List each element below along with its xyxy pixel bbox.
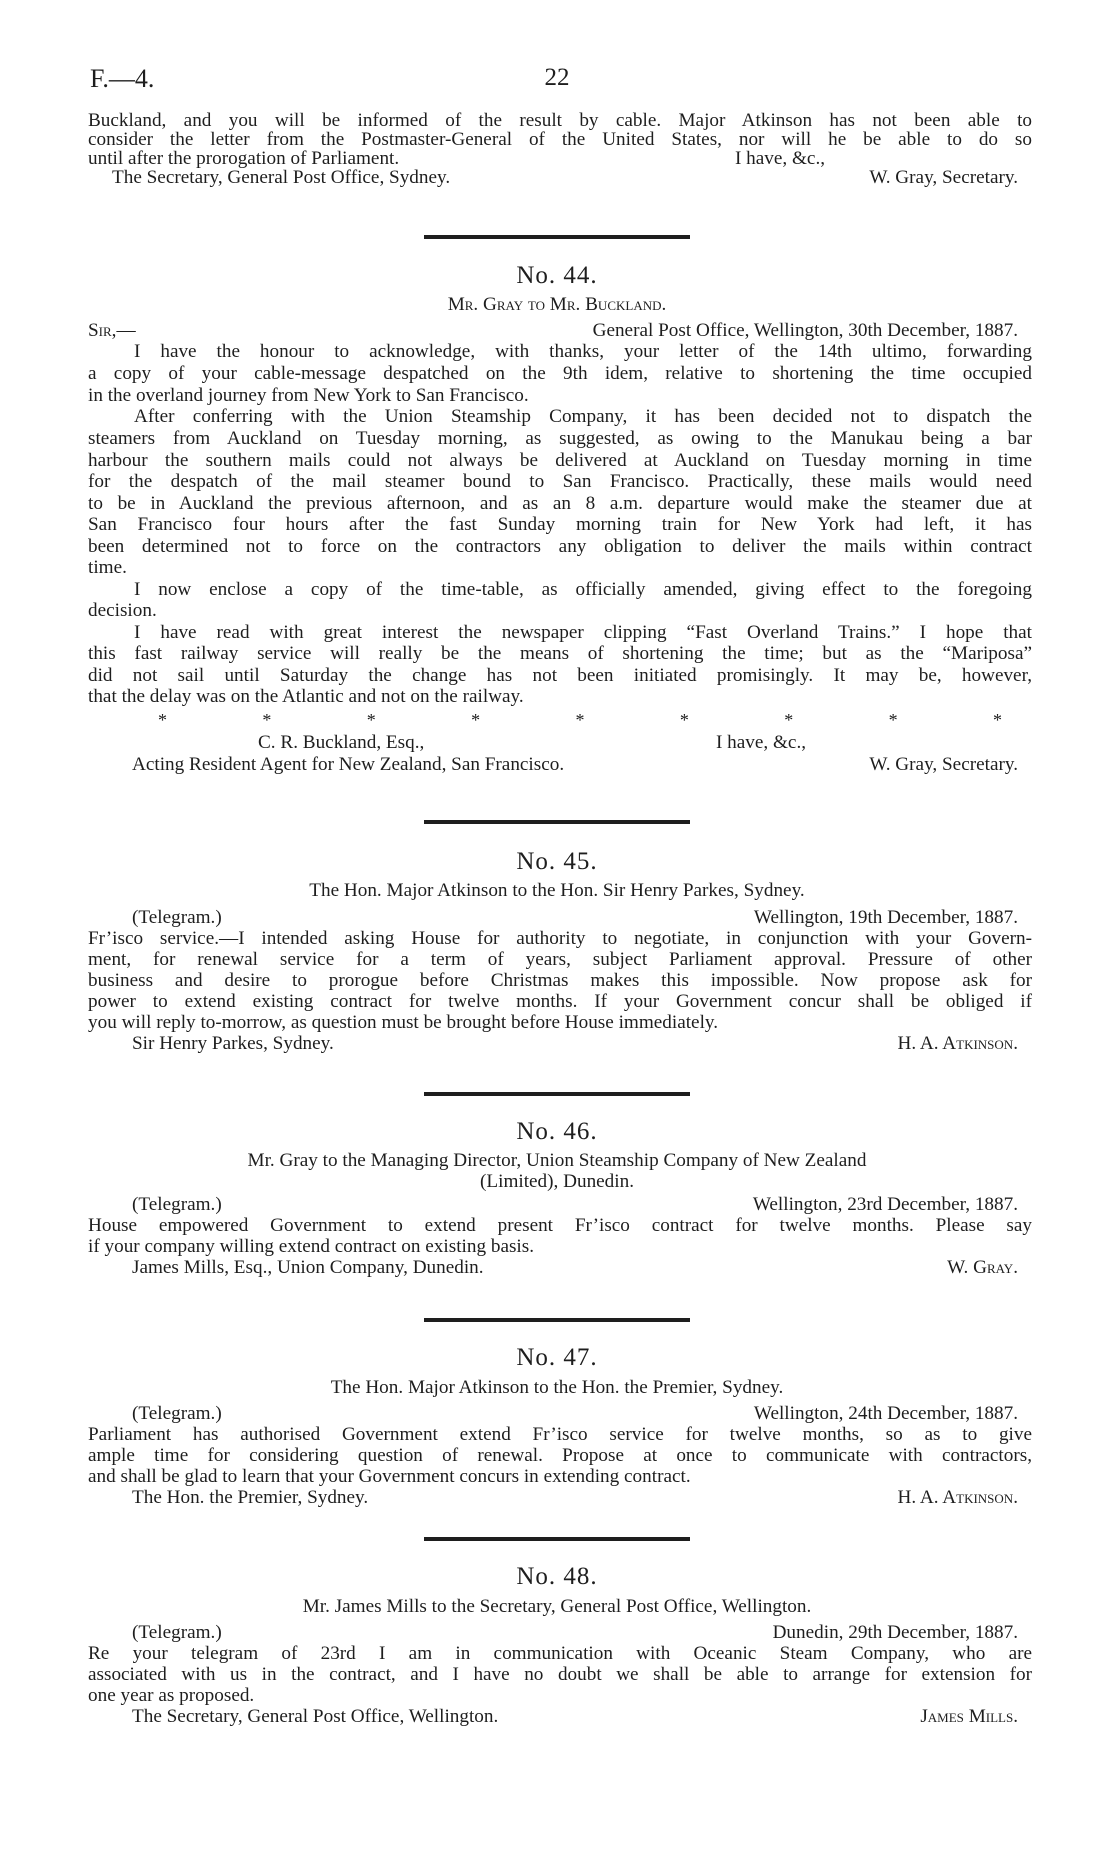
body-line: Parliament has authorised Government extend Fr’isco service for twelve months, so as to give: [88, 1424, 1032, 1445]
body-line: I now enclose a copy of the time-table, as officially amended, giving effect to the foregoing: [134, 579, 1032, 600]
letter-subtitle: Mr. Gray to the Managing Director, Union Steamship Company of New Zealand: [247, 1150, 867, 1171]
body-line: After conferring with the Union Steamship Company, it has been decided not to dispatch the: [134, 406, 1032, 427]
addressee: C. R. Buckland, Esq.,: [258, 732, 425, 753]
signature: H. A. Atkinson.: [897, 1033, 1018, 1054]
star: *: [993, 710, 1002, 730]
body-line: time.: [88, 557, 127, 578]
telegram-label: (Telegram.): [132, 1194, 222, 1215]
body-line: been determined not to force on the contractors any obligation to deliver the mails within contract: [88, 536, 1032, 557]
body-line: House empowered Government to extend present Fr’isco contract for twelve months. Please say: [88, 1215, 1032, 1236]
body-line: for the despatch of the mail steamer bound to San Francisco. Practically, these mails would need: [88, 471, 1032, 492]
star: *: [679, 710, 689, 730]
place-date: Wellington, 24th December, 1887.: [753, 1403, 1018, 1424]
body-line: ment, for renewal service for a term of years, subject Parliament approval. Pressure of other: [88, 949, 1032, 970]
signature: James Mills.: [920, 1706, 1018, 1727]
closing: I have, &c.,: [735, 148, 826, 169]
body-line: and shall be glad to learn that your Government concurs in extending contract.: [88, 1466, 691, 1487]
letter-number: No. 45.: [516, 848, 598, 875]
body-line: Fr’isco service.—I intended asking House for authority to negotiate, in conjunction with your Govern-: [88, 928, 1032, 949]
body-line: Re your telegram of 23rd I am in communication with Oceanic Steam Company, who are: [88, 1643, 1032, 1664]
letter-subtitle: (Limited), Dunedin.: [480, 1171, 634, 1192]
addressee: The Hon. the Premier, Sydney.: [132, 1487, 369, 1508]
signature: W. Gray.: [947, 1257, 1018, 1278]
star: *: [366, 710, 376, 730]
letter-subtitle: Mr. James Mills to the Secretary, General Post Office, Wellington.: [302, 1596, 812, 1617]
salutation: Sir,—: [88, 320, 136, 341]
body-line: associated with us in the contract, and I have no doubt we shall be able to arrange for extension for: [88, 1664, 1032, 1685]
body-line: until after the prorogation of Parliament.: [88, 148, 400, 169]
signature: W. Gray, Secretary.: [869, 754, 1018, 775]
body-line: if your company willing extend contract on existing basis.: [88, 1236, 535, 1257]
place-date: Wellington, 19th December, 1887.: [753, 907, 1018, 928]
letter-number: No. 46.: [516, 1118, 598, 1145]
signature: W. Gray, Secretary.: [869, 167, 1018, 188]
telegram-label: (Telegram.): [132, 907, 222, 928]
body-line: San Francisco four hours after the fast Sunday morning train for New York had left, it has: [88, 514, 1032, 535]
letter-subtitle: Mr. Gray to Mr. Buckland.: [447, 294, 667, 315]
omission-stars: [88, 710, 1032, 731]
addressee: Sir Henry Parkes, Sydney.: [132, 1033, 334, 1054]
body-line: ample time for considering question of renewal. Propose at once to communicate with contractors,: [88, 1445, 1032, 1466]
body-line: in the overland journey from New York to San Francisco.: [88, 385, 529, 406]
body-line: did not sail until Saturday the change has not been initiated promisingly. It may be, however,: [88, 665, 1032, 686]
body-line: to be in Auckland the previous afternoon, and as an 8 a.m. departure would make the steamer due at: [88, 493, 1032, 514]
letter-subtitle: The Hon. Major Atkinson to the Hon. the Premier, Sydney.: [330, 1377, 784, 1398]
section-divider: [424, 235, 690, 239]
body-line: this fast railway service will really be the means of shortening the time; but as the “Mariposa”: [88, 643, 1032, 664]
body-line: a copy of your cable-message despatched on the 9th idem, relative to shortening the time occupied: [88, 363, 1032, 384]
star: *: [575, 710, 585, 730]
body-line: harbour the southern mails could not always be delivered at Auckland on Tuesday morning in time: [88, 450, 1032, 471]
body-line: steamers from Auckland on Tuesday morning, as suggested, as owing to the Manukau being a bar: [88, 428, 1032, 449]
body-line: business and desire to prorogue before Christmas makes this impossible. Now propose ask for: [88, 970, 1032, 991]
place-date: Wellington, 23rd December, 1887.: [752, 1194, 1018, 1215]
section-divider: [424, 1092, 690, 1096]
document-reference: F.—4.: [90, 64, 155, 93]
addressee: Acting Resident Agent for New Zealand, San Francisco.: [132, 754, 565, 775]
body-line: decision.: [88, 600, 157, 621]
star: *: [784, 710, 794, 730]
section-divider: [424, 820, 690, 824]
place-date: General Post Office, Wellington, 30th December, 1887.: [592, 320, 1018, 341]
letter-number: No. 47.: [516, 1344, 598, 1371]
telegram-label: (Telegram.): [132, 1403, 222, 1424]
body-line: consider the letter from the Postmaster-General of the United States, nor will he be able to do so: [88, 129, 1032, 150]
signature: H. A. Atkinson.: [897, 1487, 1018, 1508]
body-line: one year as proposed.: [88, 1685, 255, 1706]
letter-number: No. 44.: [516, 262, 598, 289]
star: *: [888, 710, 898, 730]
body-line: you will reply to-morrow, as question must be brought before House immediately.: [88, 1012, 719, 1033]
addressee: The Secretary, General Post Office, Wellington.: [132, 1706, 499, 1727]
star: *: [158, 710, 167, 730]
place-date: Dunedin, 29th December, 1887.: [772, 1622, 1018, 1643]
addressee: James Mills, Esq., Union Company, Dunedin.: [132, 1257, 484, 1278]
star: *: [262, 710, 272, 730]
star: *: [471, 710, 481, 730]
letter-number: No. 48.: [516, 1563, 598, 1590]
section-divider: [424, 1318, 690, 1322]
body-line: Buckland, and you will be informed of the result by cable. Major Atkinson has not been able to: [88, 110, 1032, 131]
body-line: that the delay was on the Atlantic and not on the railway.: [88, 686, 524, 707]
body-line: power to extend existing contract for twelve months. If your Government concur shall be obliged if: [88, 991, 1032, 1012]
letter-subtitle: The Hon. Major Atkinson to the Hon. Sir Henry Parkes, Sydney.: [309, 880, 805, 901]
body-line: I have read with great interest the newspaper clipping “Fast Overland Trains.” I hope that: [134, 622, 1032, 643]
closing: I have, &c.,: [716, 732, 807, 753]
body-line: I have the honour to acknowledge, with thanks, your letter of the 14th ultimo, forwarding: [134, 341, 1032, 362]
section-divider: [424, 1537, 690, 1541]
page-number: 22: [544, 64, 570, 91]
telegram-label: (Telegram.): [132, 1622, 222, 1643]
addressee: The Secretary, General Post Office, Sydney.: [112, 167, 451, 188]
